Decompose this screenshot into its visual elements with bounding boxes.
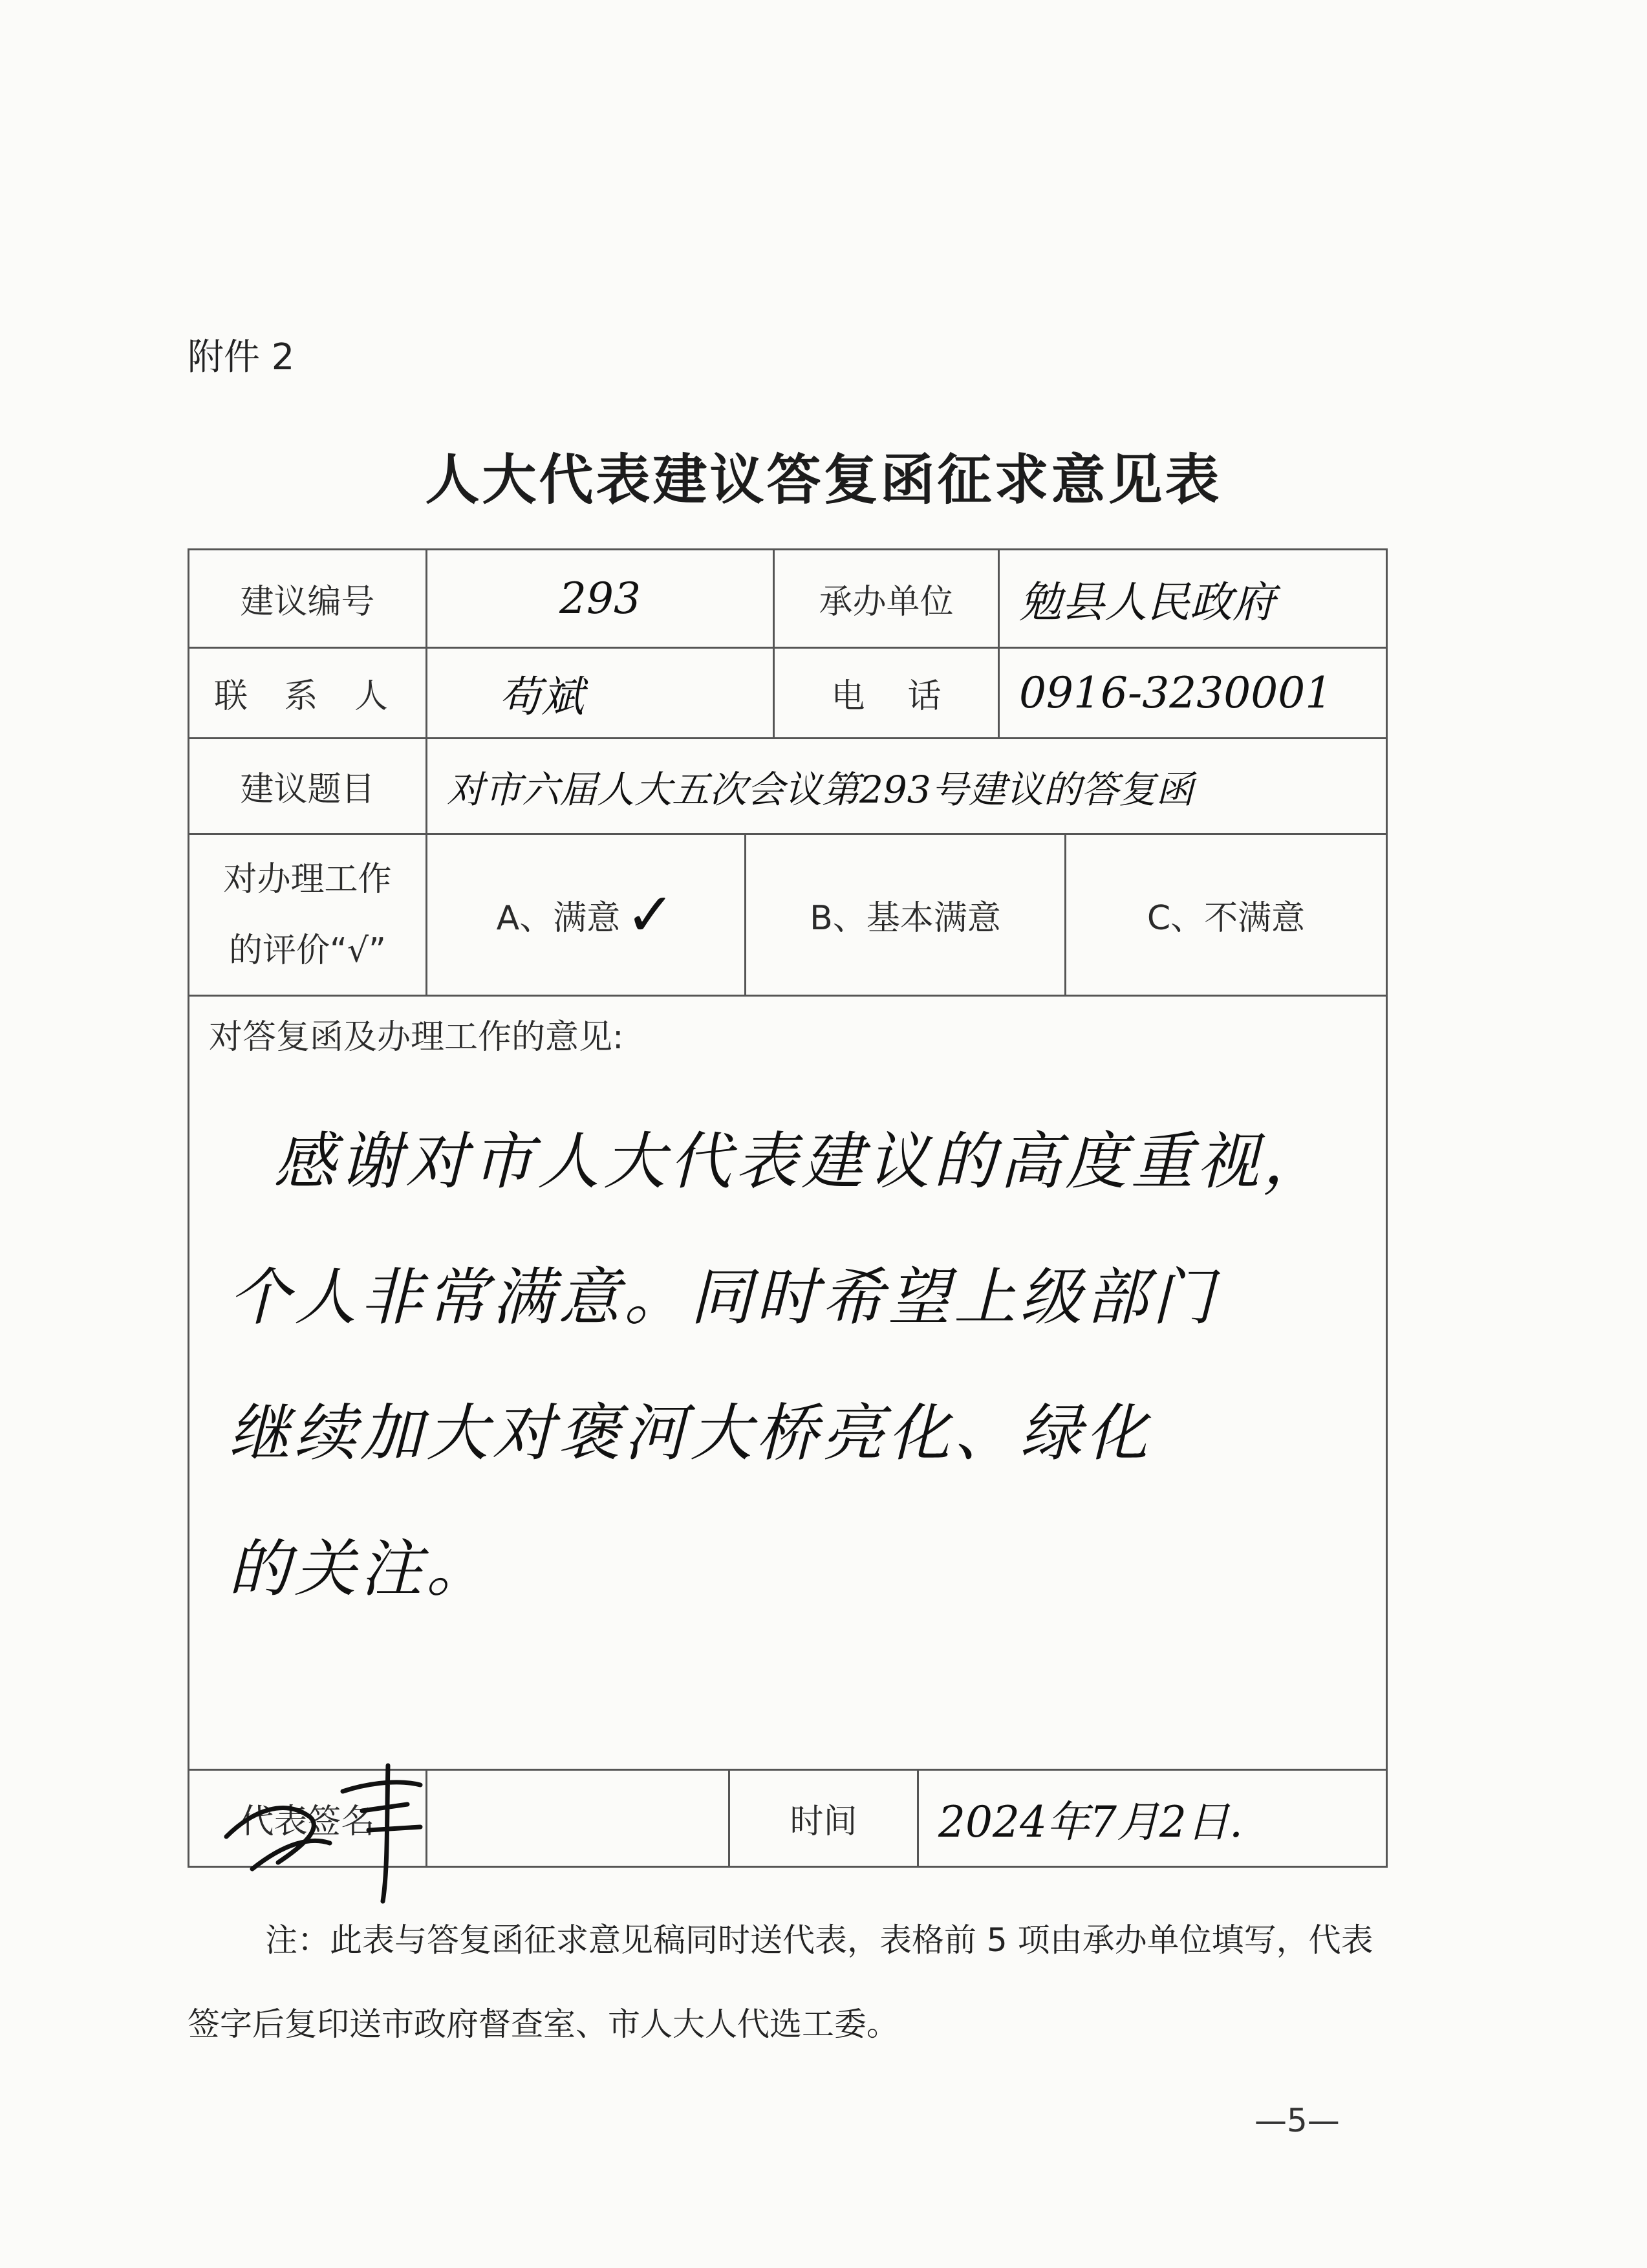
signature-cell [427,1771,730,1866]
contact-label: 联 系 人 [189,649,427,737]
phone-value: 0916-3230001 [1019,668,1333,718]
option-a-label: A、满意 [496,899,621,938]
opinion-line: 继续加大对褒河大桥亮化、绿化 [228,1397,1152,1469]
opinion-line: 感谢对市人大代表建议的高度重视， [274,1125,1329,1198]
time-label: 时间 [730,1771,919,1866]
option-c-cell [1066,835,1386,995]
opinion-handwritten-text [228,1094,1340,1637]
table-row [189,835,1386,997]
time-value: 2024年7月2日. [938,1797,1243,1847]
handwritten-signature [213,1740,446,1908]
evaluation-label-line1: 对办理工作 [223,859,392,899]
handling-unit-value: 勉县人民政府 [1019,578,1275,627]
phone-label: 电 话 [775,649,1000,737]
option-b-label: B、基本满意 [810,899,1001,938]
signature-label: 代表签名 [189,1771,427,1866]
footnote: 注：此表与答复函征求意见稿同时送代表，表格前 5 项由承办单位填写，代表签字后复印送市政府督查室、市人大人代选工委。 [188,1921,1373,2043]
page-number: —5— [1254,2102,1340,2139]
opinion-line: 的关注。 [228,1533,492,1605]
table-row [189,739,1386,835]
option-b-cell [746,835,1066,995]
page-title: 人大代表建议答复函征求意见表 [425,448,1222,512]
evaluation-label [189,835,427,995]
evaluation-label-line2: 的评价“√” [228,931,386,970]
attachment-label: 附件 2 [188,336,295,378]
table-row [189,649,1386,739]
check-mark-icon: ✓ [625,880,676,949]
topic-label: 建议题目 [189,739,427,833]
table-row [189,550,1386,649]
opinion-section [189,997,1386,1771]
opinion-form-table [188,548,1388,1868]
contact-value: 苟斌 [427,649,775,737]
opinion-label: 对答复函及办理工作的意见: [209,1018,624,1057]
suggestion-no-label: 建议编号 [189,550,427,647]
option-a-cell [427,835,746,995]
opinion-line: 个人非常满意。同时希望上级部门 [228,1261,1218,1334]
topic-value: 对市六届人大五次会议第293号建议的答复函 [447,767,1194,812]
suggestion-no-value: 293 [427,550,775,647]
handling-unit-label: 承办单位 [775,550,1000,647]
option-c-label: C、不满意 [1146,899,1306,938]
